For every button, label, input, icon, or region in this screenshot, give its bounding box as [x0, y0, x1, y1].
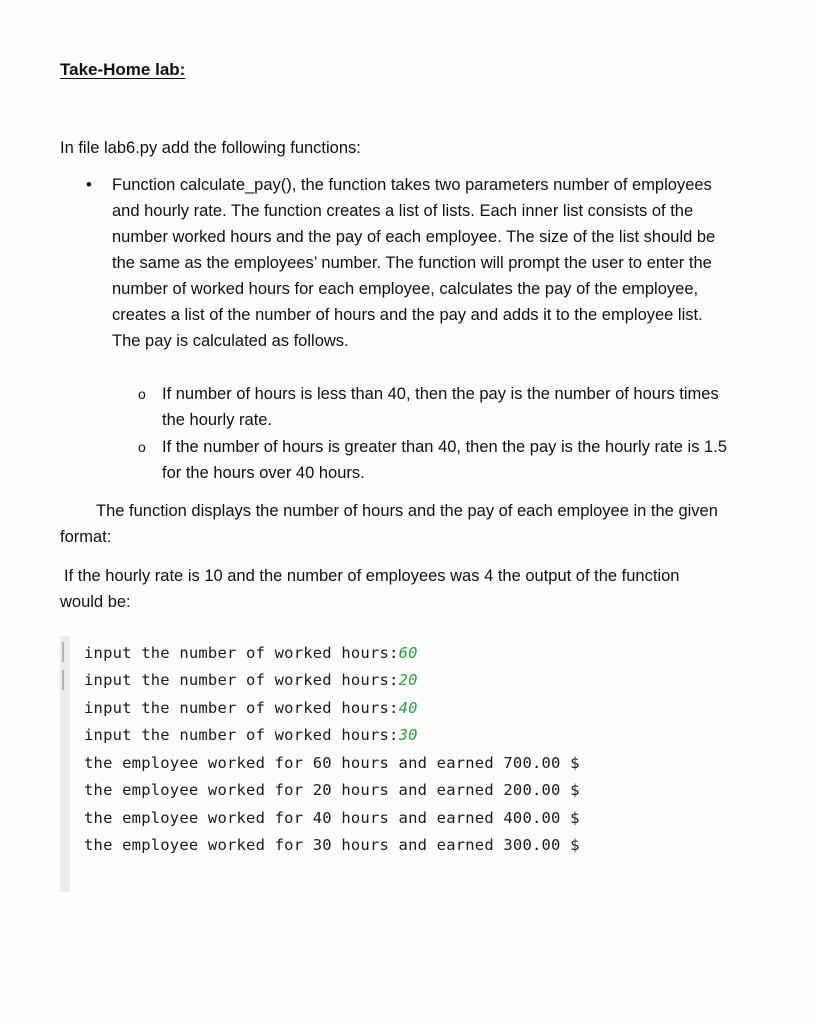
sub-bullet-item [138, 434, 732, 486]
input-prompt: input the number of worked hours: [84, 726, 399, 744]
example-paragraph: If the hourly rate is 10 and the number of employees was 4 the output of the function would be: [60, 567, 680, 611]
console-output-line: the employee worked for 20 hours and earned 200.00 $ [84, 781, 580, 799]
intro-paragraph: In file lab6.py add the following functions: [60, 139, 361, 157]
input-value: 40 [398, 699, 418, 717]
console-path-line [88, 608, 564, 628]
circle-bullet-icon: o [138, 439, 146, 455]
input-prompt: input the number of worked hours: [84, 699, 399, 717]
gutter-marker [62, 642, 64, 662]
input-value: 30 [398, 726, 418, 744]
input-value: 60 [398, 644, 418, 662]
bullet-dot-icon: • [86, 176, 92, 194]
input-prompt: input the number of worked hours: [84, 644, 399, 662]
page-title: Take-Home lab: [60, 60, 186, 79]
console-input-line [84, 671, 418, 689]
circle-bullet-icon: o [138, 386, 146, 402]
console-input-line [84, 726, 418, 744]
console-input-line [84, 699, 418, 717]
input-prompt: input the number of worked hours: [84, 671, 399, 689]
sub-bullet-item [138, 381, 732, 433]
sub-bullet-text: If the number of hours is greater than 40, then the pay is the hourly rate is 1.5 for the hours over 40 hours. [162, 438, 727, 482]
gutter-marker [62, 670, 64, 690]
console-input-line [84, 644, 418, 662]
console-output [60, 612, 660, 892]
bullet-text: Function calculate_pay(), the function takes two parameters number of employees and hourly rate. The function creates a list of lists. Each inner list consists of the number worked hours and the pay of each employee. The size of the list should be the same as the employees’ number. The function will prompt the user to enter the number of worked hours for each employee, calculates the pay of the employee, creates a list of the number of hours and the pay and adds it to the employee list. The pay is calculated as follows. [112, 176, 716, 350]
console-output-line: the employee worked for 30 hours and earned 300.00 $ [84, 836, 580, 854]
display-paragraph: The function displays the number of hours and the pay of each employee in the given format: [60, 502, 718, 546]
sub-bullet-text: If number of hours is less than 40, then the pay is the number of hours times the hourly rate. [162, 385, 719, 429]
input-value: 20 [398, 671, 418, 689]
console-output-line: the employee worked for 60 hours and earned 700.00 $ [84, 754, 580, 772]
console-output-line: the employee worked for 40 hours and earned 400.00 $ [84, 809, 580, 827]
console-gutter [60, 636, 70, 892]
